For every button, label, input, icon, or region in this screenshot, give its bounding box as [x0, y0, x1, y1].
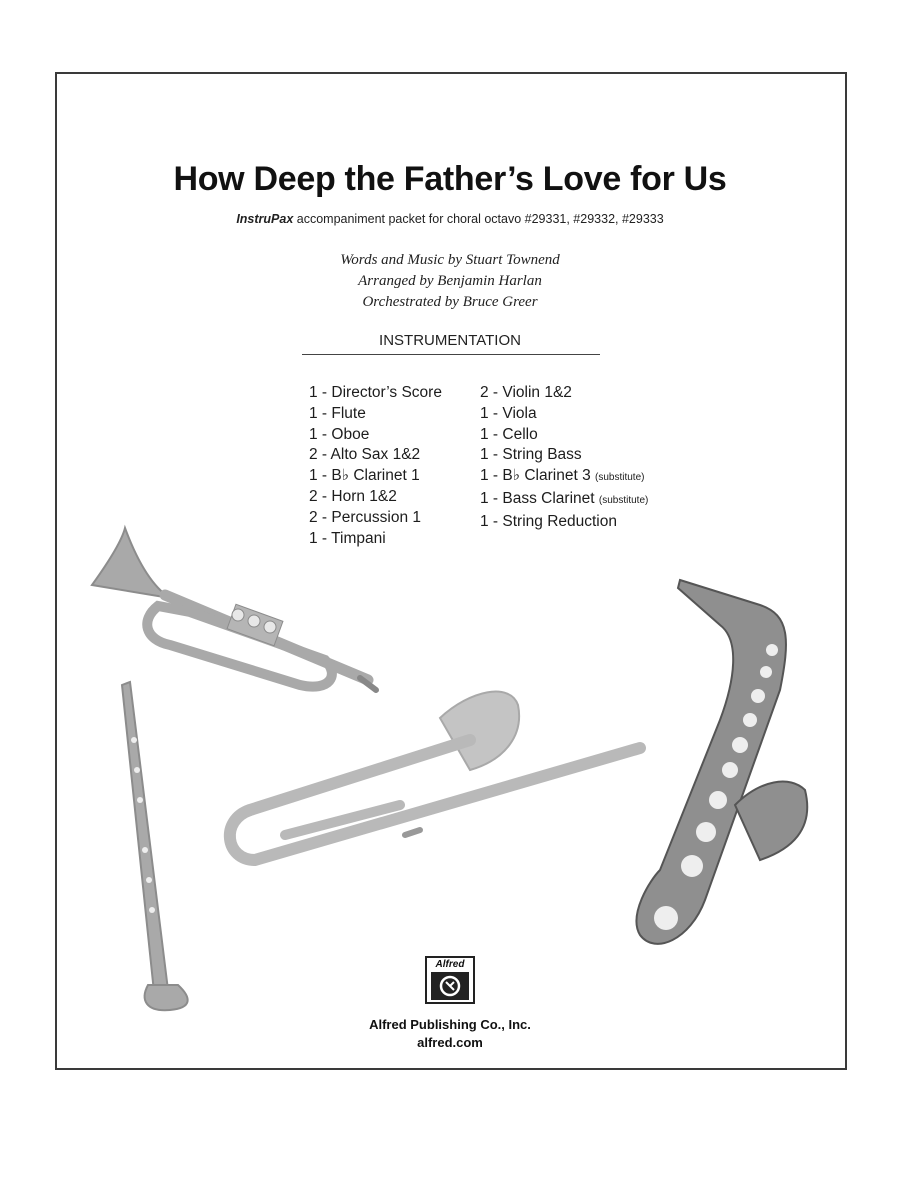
instrument-item [480, 425, 648, 446]
instrument-label: 1 - B♭ Clarinet 3 [480, 467, 591, 485]
subtitle-text: accompaniment packet for choral octavo #29331, #29332, #29333 [293, 212, 664, 226]
instrument-item: 1 - Timpani [309, 529, 386, 547]
trumpet-illustration [92, 528, 376, 690]
instrument-item [480, 404, 648, 425]
trombone-illustration [230, 692, 640, 860]
substitute-note: (substitute) [598, 494, 649, 506]
credit-orchestrated: Orchestrated by Bruce Greer [362, 294, 538, 310]
subtitle [0, 212, 900, 226]
publisher-url: alfred.com [417, 1035, 483, 1050]
saxophone-illustration [637, 580, 808, 944]
instrument-item: 1 - Oboe [309, 425, 370, 443]
instrument-item [480, 445, 648, 466]
instrument-item [480, 489, 648, 512]
clarinet-illustration [122, 682, 188, 1010]
credit-words-music: Words and Music by Stuart Townend [340, 252, 560, 268]
instrument-item: 1 - Director’s Score [309, 384, 442, 401]
heading-divider [302, 354, 600, 355]
publisher-name: Alfred Publishing Co., Inc. [369, 1017, 531, 1032]
substitute-note: (substitute) [595, 472, 645, 484]
credit-arranged: Arranged by Benjamin Harlan [358, 273, 542, 289]
instrument-label: 1 - Viola [480, 404, 537, 422]
instrument-item [480, 512, 648, 533]
brand-name: InstruPax [236, 212, 294, 226]
instrument-item: 1 - Flute [309, 404, 366, 422]
page-title: How Deep the Father’s Love for Us [173, 160, 727, 198]
logo-label: Alfred [435, 959, 465, 970]
instrument-item: 2 - Alto Sax 1&2 [309, 446, 421, 464]
publisher-logo [425, 956, 475, 1004]
instrument-label: 1 - Cello [480, 425, 538, 443]
instrument-item: 2 - Percussion 1 [309, 508, 421, 526]
credits [0, 250, 900, 313]
logo-mark-icon [431, 972, 469, 1000]
instrument-item [480, 383, 648, 404]
instrument-item: 1 - B♭ Clarinet 1 [309, 467, 420, 485]
instrument-label: 1 - String Reduction [480, 512, 617, 530]
instrument-list-right [480, 383, 648, 533]
instrument-label: 1 - Bass Clarinet [480, 489, 595, 507]
instrument-label: 2 - Violin 1&2 [480, 384, 572, 401]
instrument-label: 1 - String Bass [480, 446, 582, 464]
instrument-list-left [309, 383, 442, 549]
instrument-item [480, 466, 648, 489]
instrumentation-heading: INSTRUMENTATION [379, 332, 521, 349]
instrument-item: 2 - Horn 1&2 [309, 487, 397, 505]
